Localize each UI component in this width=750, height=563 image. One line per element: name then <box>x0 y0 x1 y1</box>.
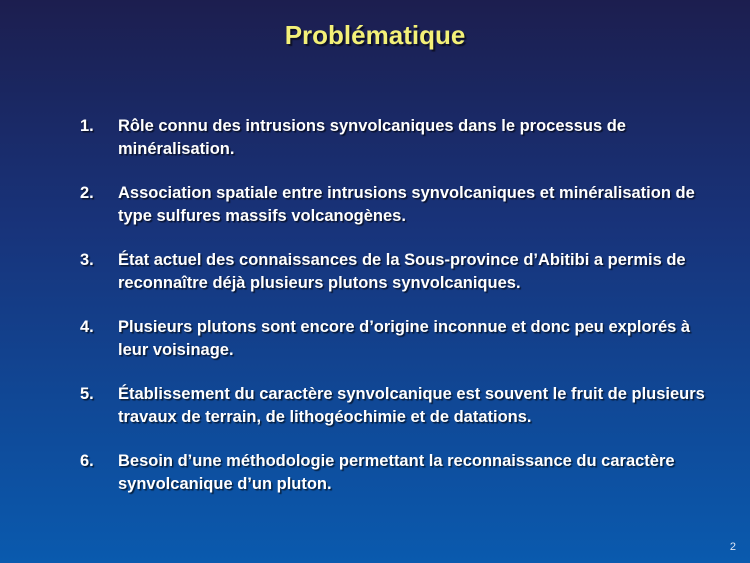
page-number: 2 <box>729 541 736 553</box>
item-number: 4. <box>80 318 94 336</box>
problem-list <box>77 115 717 517</box>
slide-title: Problématique <box>284 20 466 50</box>
list-item <box>77 249 717 295</box>
list-item <box>77 383 717 429</box>
item-text: Besoin d’une méthodologie permettant la reconnaissance du caractère synvolcanique d’un pluton. <box>118 452 675 493</box>
list-item <box>77 316 717 362</box>
item-number: 6. <box>80 452 94 470</box>
item-text: Établissement du caractère synvolcanique est souvent le fruit de plusieurs travaux de terrain, de lithogéochimie et de datations. <box>118 385 705 426</box>
list-item <box>77 115 717 161</box>
item-text: État actuel des connaissances de la Sous-province d’Abitibi a permis de reconnaître déjà plusieurs plutons synvolcaniques. <box>118 251 686 292</box>
item-number: 1. <box>80 117 94 135</box>
item-text: Rôle connu des intrusions synvolcaniques dans le processus de minéralisation. <box>118 117 626 158</box>
item-text: Association spatiale entre intrusions synvolcaniques et minéralisation de type sulfures massifs volcanogènes. <box>118 184 695 225</box>
item-text: Plusieurs plutons sont encore d’origine inconnue et donc peu explorés à leur voisinage. <box>118 318 691 359</box>
item-number: 3. <box>80 251 94 269</box>
list-item <box>77 182 717 228</box>
item-number: 2. <box>80 184 94 202</box>
item-number: 5. <box>80 385 94 403</box>
list-item <box>77 450 717 496</box>
